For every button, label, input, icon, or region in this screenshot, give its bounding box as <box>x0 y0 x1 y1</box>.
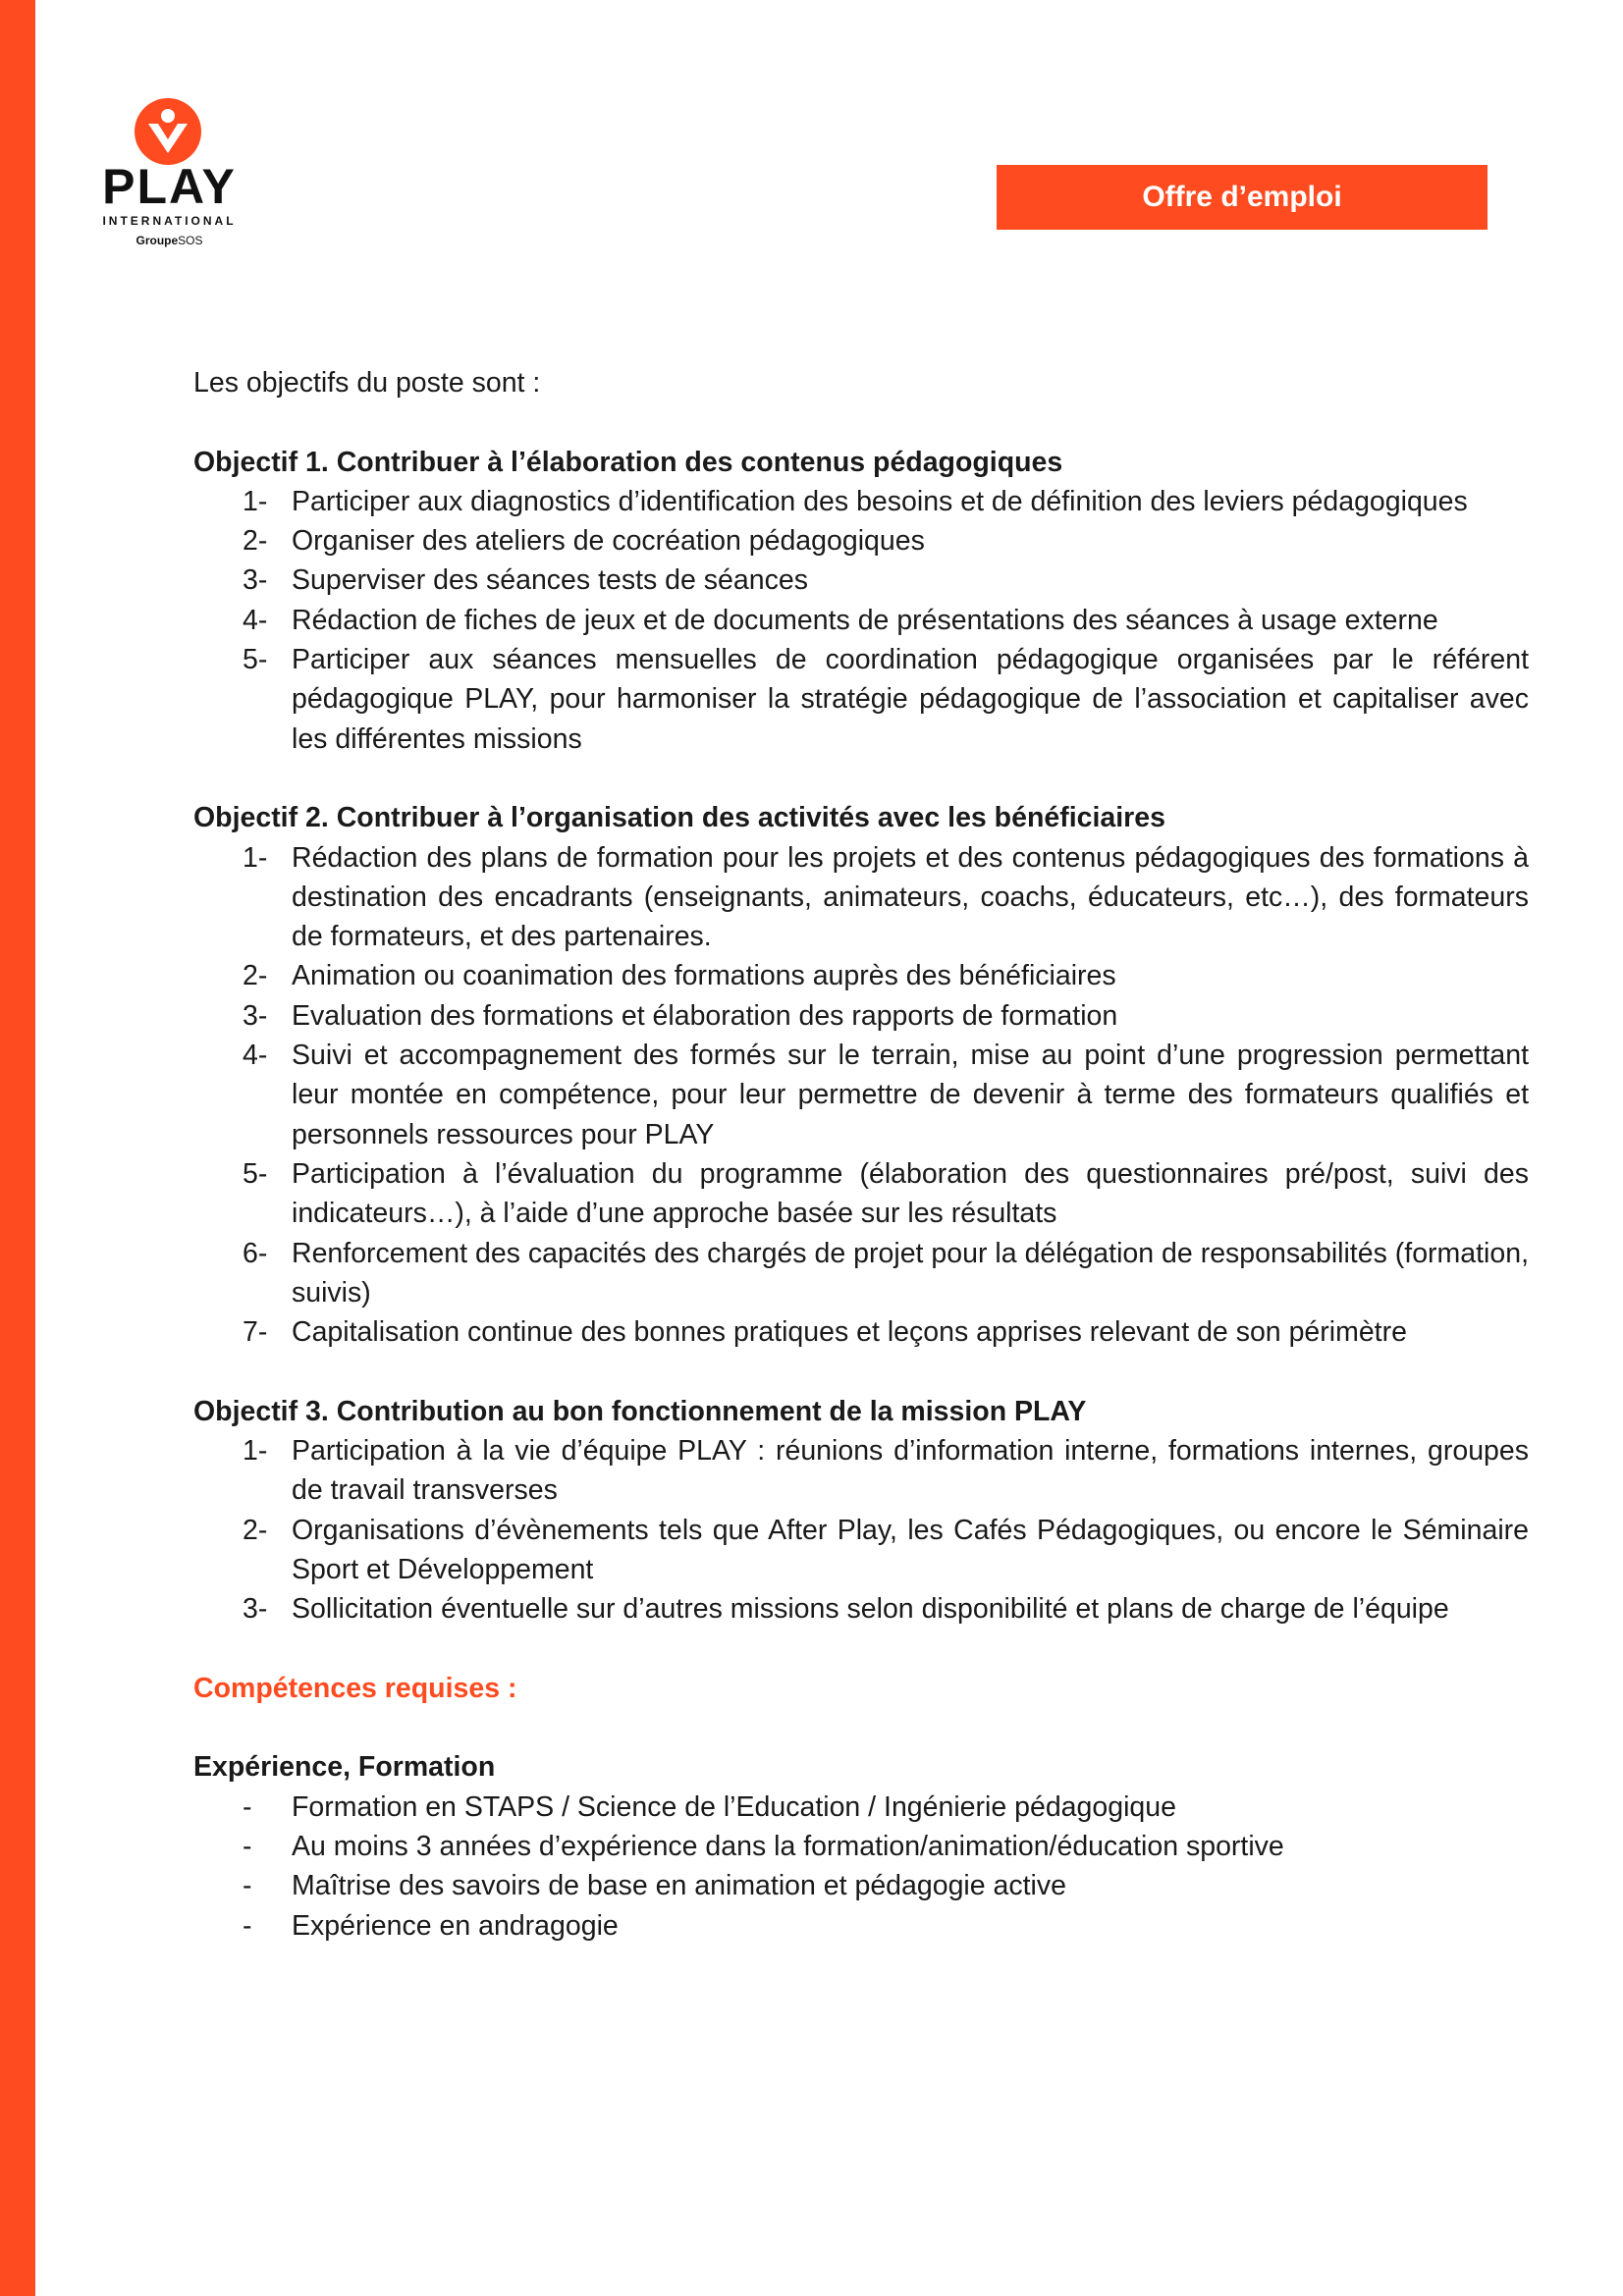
objective-1-title: Objectif 1. Contribuer à l’élaboration des contenus pédagogiques <box>193 446 1063 478</box>
list-item: 4- Rédaction de fiches de jeux et de documents de présentations des séances à usage externe <box>243 604 1438 636</box>
experience-list <box>193 1788 1529 1946</box>
list-item: 3- Evaluation des formations et élaboration des rapports de formation <box>243 999 1118 1032</box>
logo-wordmark: PLAY <box>102 159 237 214</box>
skills-heading: Compétences requises : <box>193 1672 517 1704</box>
list-item: 2- Organiser des ateliers de cocréation pédagogiques <box>243 525 925 558</box>
objective-2-list <box>193 838 1529 1353</box>
list-item: 2- Animation ou coanimation des formations auprès des bénéficiaires <box>243 960 1116 992</box>
left-accent-bar <box>0 0 35 2296</box>
experience-title: Expérience, Formation <box>193 1751 496 1784</box>
list-item: 3- Sollicitation éventuelle sur d’autres missions selon disponibilité et plans de charge de l’équipe <box>243 1593 1449 1626</box>
list-item: 4- Suivi et accompagnement des formés sur le terrain, mise au point d’une progression permettant leur montée en compétence, pour leur permettre de devenir à terme des formateurs qualifiés et personnels ressources pour PLAY <box>243 1040 1529 1150</box>
objective-3-list <box>193 1431 1529 1629</box>
play-international-logo <box>93 96 245 253</box>
document-type-tag: Offre d’emploi <box>997 165 1488 230</box>
list-item: - Maîtrise des savoirs de base en animation et pédagogie active <box>243 1870 1066 1902</box>
list-item: 2- Organisations d’évènements tels que After Play, les Cafés Pédagogiques, ou encore le Séminaire Sport et Développement <box>243 1514 1529 1585</box>
logo-group-rest: SOS <box>178 234 203 247</box>
logo-group-bold: Groupe <box>135 234 179 247</box>
list-item: 5- Participer aux séances mensuelles de coordination pédagogique organisées par le référent pédagogique PLAY, pour harmoniser la stratégie pédagogique de l’association et capitaliser avec les différentes missions <box>243 644 1529 755</box>
list-item: 3- Superviser des séances tests de séances <box>243 564 808 597</box>
list-item: 7- Capitalisation continue des bonnes pratiques et leçons apprises relevant de son périmètre <box>243 1316 1407 1349</box>
list-item: 1- Participation à la vie d’équipe PLAY : réunions d’information interne, formations internes, groupes de travail transverses <box>243 1435 1529 1507</box>
list-item: 5- Participation à l’évaluation du programme (élaboration des questionnaires pré/post, suivi des indicateurs…), à l’aide d’une approche basée sur les résultats <box>243 1157 1529 1230</box>
objective-1-list <box>193 482 1529 759</box>
intro-text: Les objectifs du poste sont : <box>193 367 541 399</box>
logo-subtitle: INTERNATIONAL <box>102 214 237 228</box>
list-item: 1- Rédaction des plans de formation pour les projets et des contenus pédagogiques des formations à destination des encadrants (enseignants, animateurs, coachs, éducateurs, etc…), des formateurs de formateurs, et des partenaires. <box>243 841 1529 953</box>
list-item: - Formation en STAPS / Science de l’Education / Ingénierie pédagogique <box>243 1790 1176 1823</box>
objective-3-title: Objectif 3. Contribution au bon fonctionnement de la mission PLAY <box>193 1395 1087 1427</box>
objective-2-title: Objectif 2. Contribuer à l’organisation des activités avec les bénéficiaires <box>193 802 1165 834</box>
list-item: - Au moins 3 années d’expérience dans la formation/animation/éducation sportive <box>243 1830 1284 1862</box>
list-item: - Expérience en andragogie <box>243 1909 619 1942</box>
document-body <box>193 363 1529 1946</box>
list-item: 1- Participer aux diagnostics d’identification des besoins et de définition des leviers pédagogiques <box>243 485 1468 517</box>
logo-group-line <box>93 234 245 247</box>
list-item: 6- Renforcement des capacités des chargés de projet pour la délégation de responsabilités (formation, suivis) <box>243 1237 1529 1308</box>
